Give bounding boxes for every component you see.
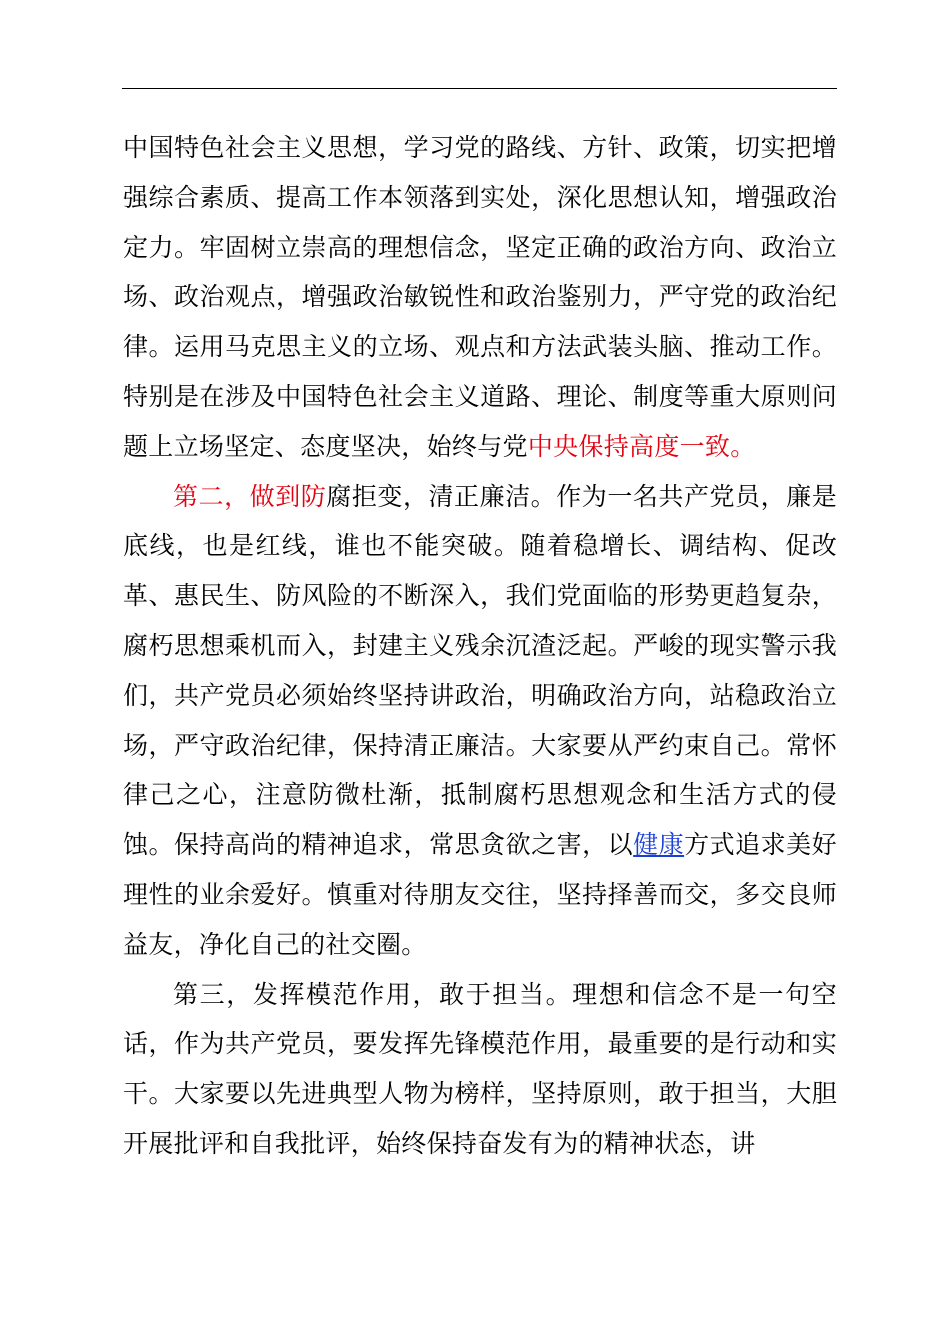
paragraph-1 <box>123 123 837 472</box>
paragraph-2 <box>123 472 837 970</box>
paragraph-1-highlight: 中央保持高度一致。 <box>527 431 756 461</box>
paragraph-3 <box>123 970 837 1169</box>
paragraph-2-text: 腐拒变，清正廉洁。作为一名共产党员，廉是底线，也是红线，谁也不能突破。随着稳增长、调结构、促改革、惠民生、防风险的不断深入，我们党面临的形势更趋复杂，腐朽思想乘机而入，封建主义残余沉渣泛起。严峻的现实警示我们，共产党员必须始终坚持讲政治，明确政治方向，站稳政治立场，严守政治纪律，保持清正廉洁。大家要从严约束自己。常怀律己之心，注意防微杜渐，抵制腐朽思想观念和生活方式的侵蚀。保持高尚的精神追求，常思贪欲之害，以 <box>123 481 837 860</box>
paragraph-3-text: 第三，发挥模范作用，敢于担当。理想和信念不是一句空话，作为共产党员，要发挥先锋模范作用，最重要的是行动和实干。大家要以先进典型人物为榜样，坚持原则，敢于担当，大胆开展批评和自我批评，始终保持奋发有为的精神状态，讲 <box>123 979 837 1158</box>
paragraph-2-highlight: 第二，做到防 <box>173 481 327 511</box>
header-rule <box>122 88 837 89</box>
document-body <box>123 123 837 1169</box>
paragraph-1-text: 中国特色社会主义思想，学习党的路线、方针、政策，切实把增强综合素质、提高工作本领落到实处，深化思想认知，增强政治定力。牢固树立崇高的理想信念，坚定正确的政治方向、政治立场、政治观点，增强政治敏锐性和政治鉴别力，严守党的政治纪律。运用马克思主义的立场、观点和方法武装头脑、推动工作。特别是在涉及中国特色社会主义道路、理论、制度等重大原则问题上立场坚定、态度坚决，始终与党 <box>123 133 837 461</box>
paragraph-2-text-end: 方式追求美好理性的业余爱好。慎重对待朋友交往，坚持择善而交，多交良师益友，净化自己的社交圈。 <box>123 830 837 959</box>
health-link[interactable]: 健康 <box>633 830 685 860</box>
